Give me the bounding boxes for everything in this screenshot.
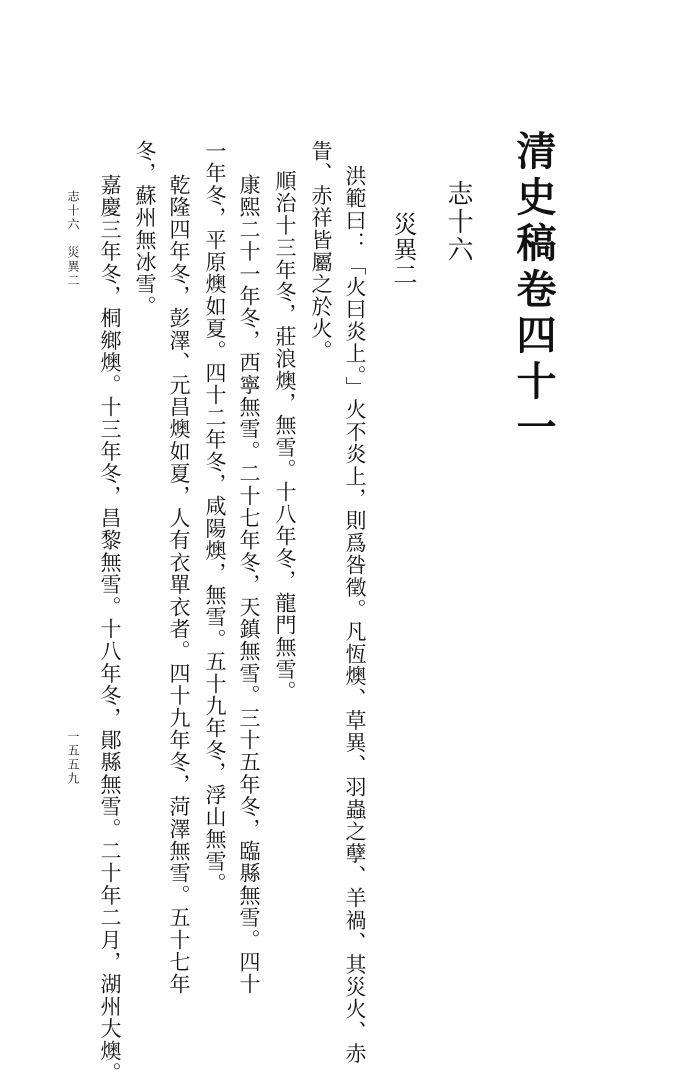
text-column: 康熙二十一年冬，西寧無雪。二十七年冬，天鎮無雪。三十五年冬，臨縣無雪。四十: [237, 174, 261, 996]
text-column: 冬，蘇州無冰雪。: [133, 140, 157, 318]
page-number: 一五五九: [66, 730, 80, 786]
chapter-title: 清史稿卷四十一: [510, 130, 557, 452]
text-column: 順治十三年冬，莊浪燠，無雪。十八年冬，龍門無雪。: [273, 170, 297, 703]
text-column: 一年冬，平原燠如夏。四十二年冬，咸陽燠，無雪。五十九年冬，浮山無雪。: [203, 140, 227, 895]
text-column: 嘉慶三年冬，桐鄉燠。十三年冬，昌黎無雪。十八年冬，鄖縣無雪。二十年二月，湖州大燠。: [98, 174, 122, 1084]
treatise-subtitle: 志十六: [443, 180, 473, 264]
running-header: 志十六 災異二: [66, 190, 80, 288]
text-column: 乾隆四年冬，彭澤、元昌燠如夏，人有衣單衣者。四十九年冬，菏澤無雪。五十七年: [167, 174, 191, 996]
text-column: 眚、赤祥皆屬之於火。: [309, 140, 333, 362]
section-heading: 災異二: [389, 212, 417, 287]
text-column: 洪範曰：「火曰炎上。」火不炎上，則爲咎徵。凡恆燠、草異、羽蟲之孽、羊禍、其災火、赤: [343, 165, 367, 1065]
